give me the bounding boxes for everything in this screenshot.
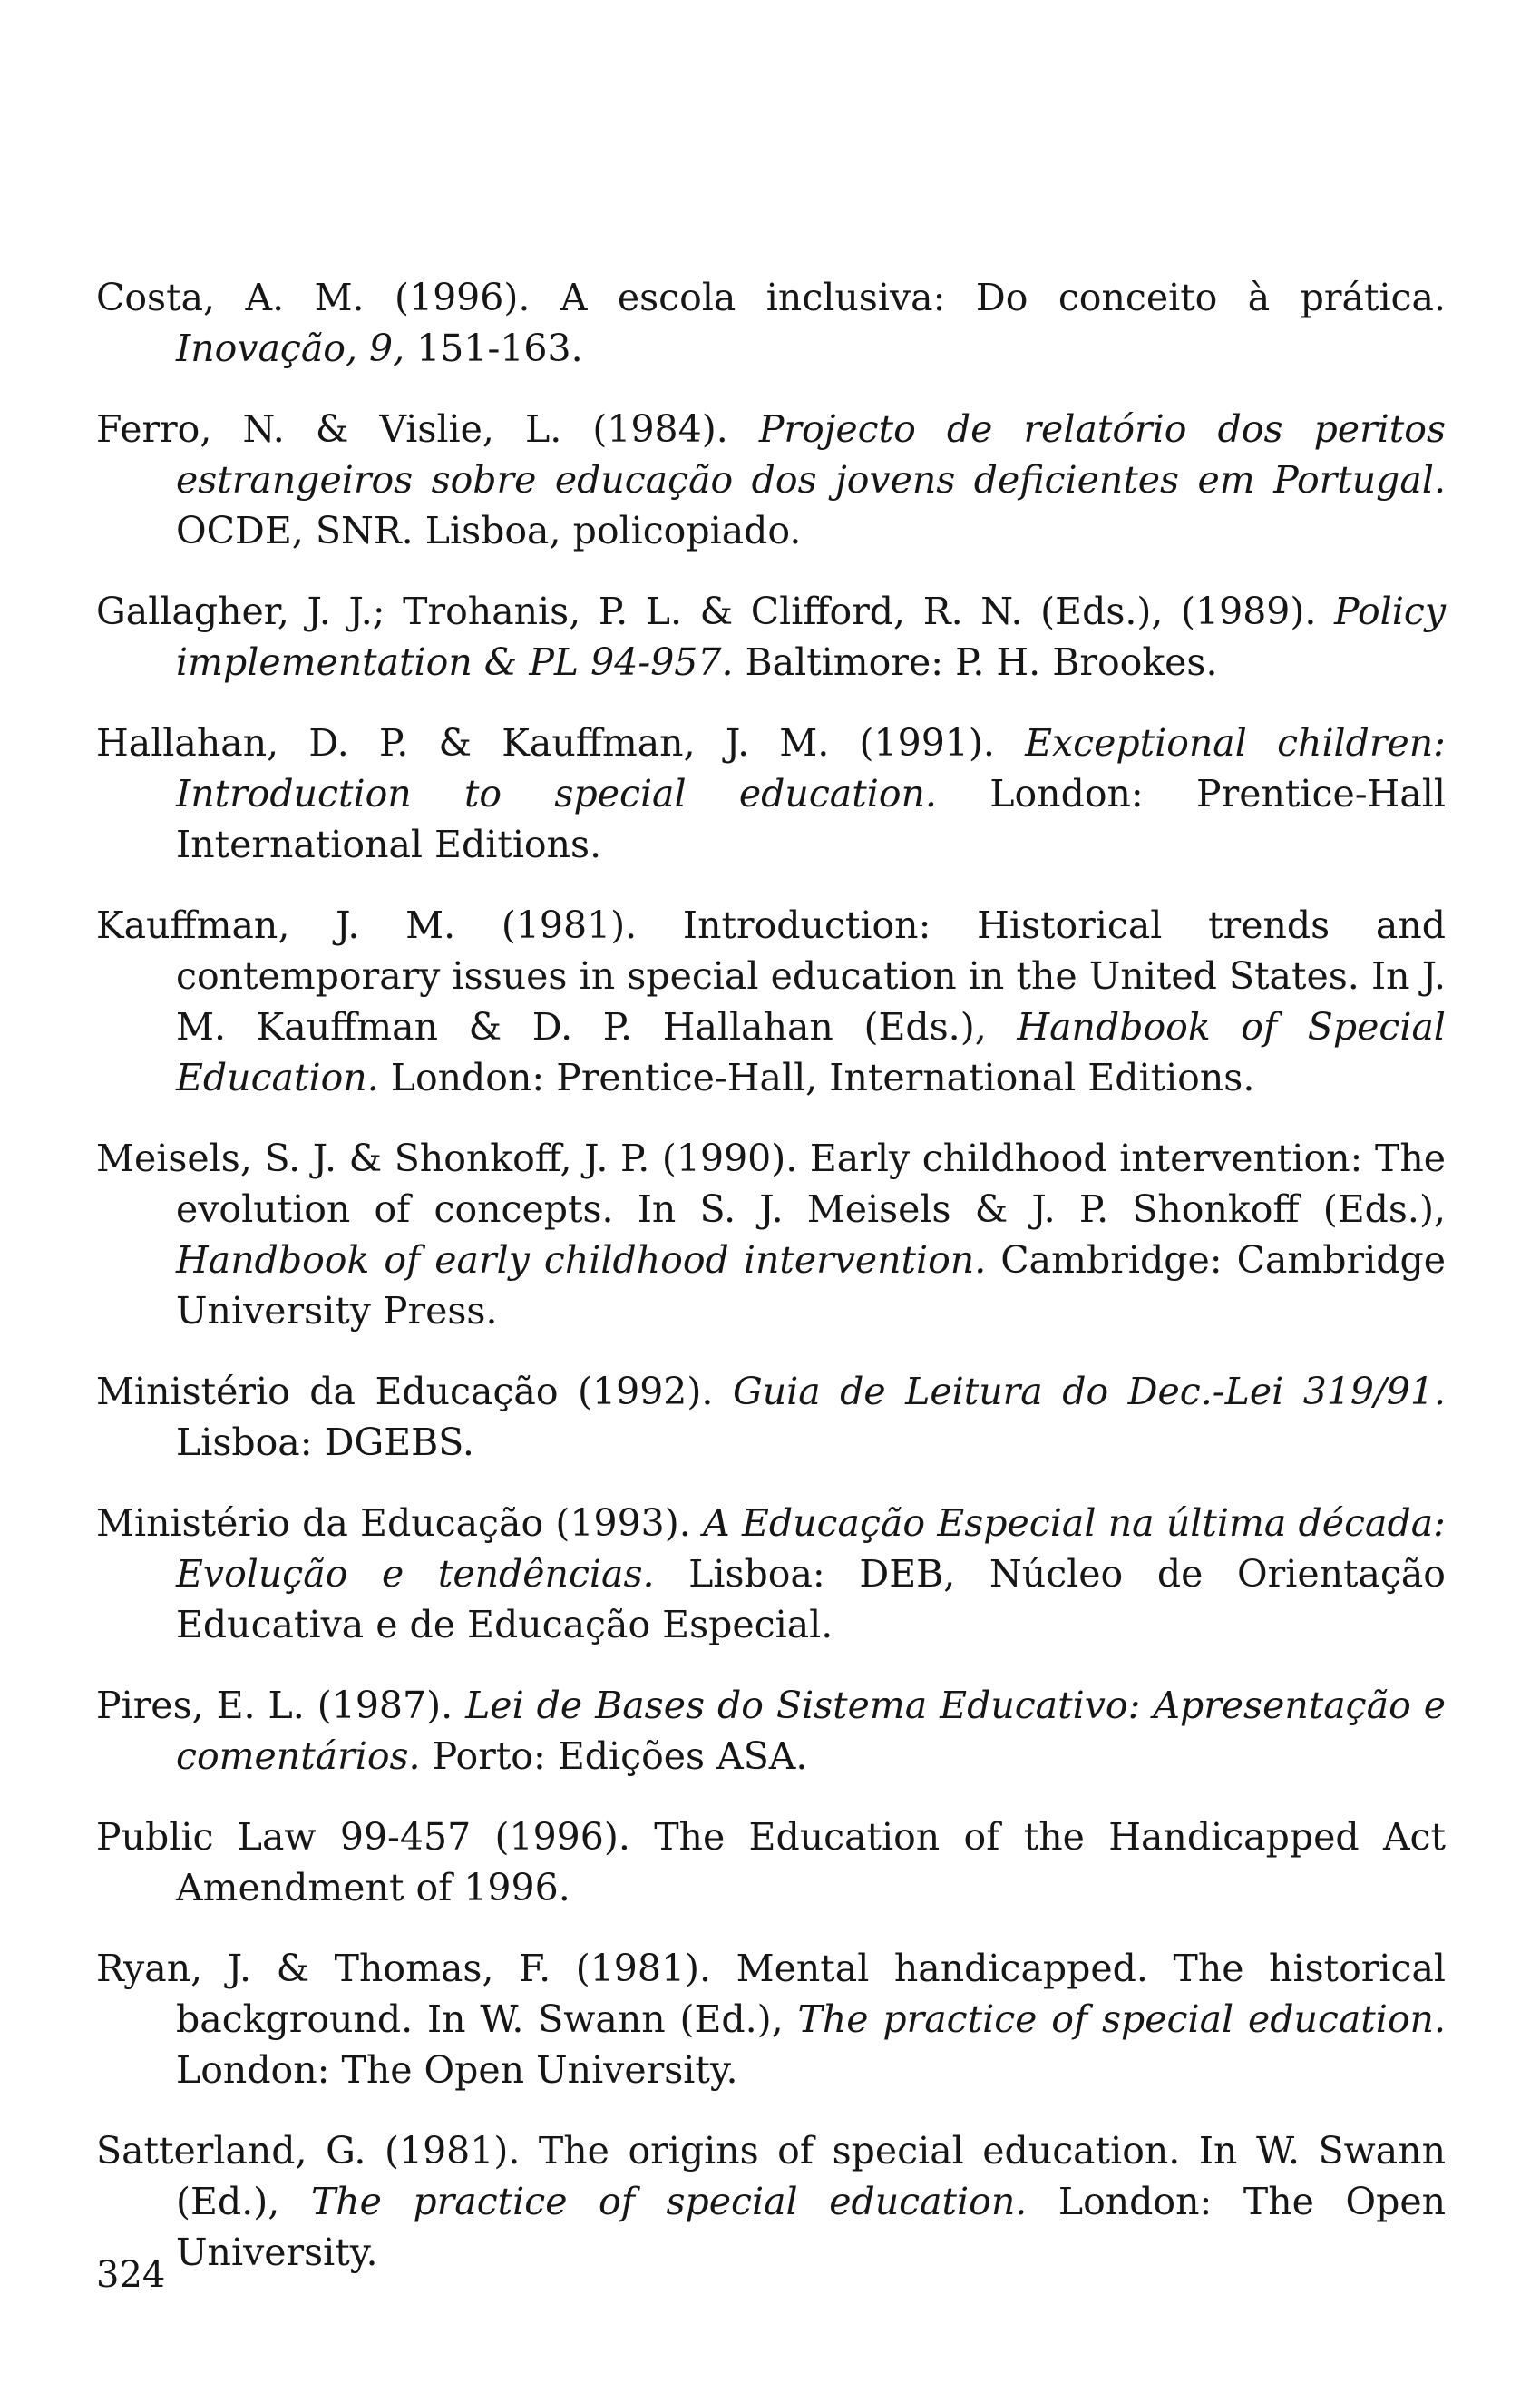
reference-entry <box>96 1133 1446 1336</box>
reference-title: The practice of special education. <box>797 1997 1446 2041</box>
reference-text: Pires, E. L. (1987). <box>96 1684 466 1727</box>
reference-text: 151-163. <box>404 327 583 370</box>
reference-text: Baltimore: P. H. Brookes. <box>733 640 1218 684</box>
reference-text: Ferro, N. & Vislie, L. (1984). <box>96 407 759 451</box>
reference-entry <box>96 1811 1446 1913</box>
reference-text: London: The Open University. <box>176 2048 738 2092</box>
reference-entry <box>96 272 1446 374</box>
reference-text: Hallahan, D. P. & Kauffman, J. M. (1991). <box>96 721 1026 765</box>
reference-title: A Educação Especial na última década: Evolução e tendências. <box>176 1501 1446 1596</box>
reference-entry <box>96 1943 1446 2095</box>
reference-text: Ministério da Educação (1992). <box>96 1370 733 1413</box>
reference-entry <box>96 1498 1446 1650</box>
reference-title: Policy implementation & PL 94-957. <box>176 590 1446 684</box>
reference-list <box>96 272 1446 2308</box>
page-number: 324 <box>96 2254 166 2296</box>
reference-text: Meisels, S. J. & Shonkoff, J. P. (1990). Early childhood intervention: The evolution of concepts. In S. J. Meisels & J. P. Shonkoff (Eds.), <box>96 1137 1446 1231</box>
reference-text: London: The Open University. <box>176 2180 1446 2274</box>
reference-text: Kauffman, J. M. (1981). Introduction: Historical trends and contemporary issues in special education in the United States. In J. M. Kauffman & D. P. Hallahan (Eds.), <box>96 903 1446 1049</box>
reference-text: Satterland, G. (1981). The origins of special education. In W. Swann (Ed.), <box>96 2129 1446 2223</box>
reference-text: OCDE, SNR. Lisboa, policopiado. <box>176 509 802 552</box>
reference-title: Handbook of Special Education. <box>176 1005 1446 1099</box>
reference-text: Ryan, J. & Thomas, F. (1981). Mental handicapped. The historical background. In W. Swann (Ed.), <box>96 1947 1446 2041</box>
reference-title: Exceptional children: Introduction to special education. <box>176 721 1446 815</box>
reference-title: Handbook of early childhood intervention. <box>176 1238 987 1282</box>
reference-title: Inovação, 9, <box>176 327 405 370</box>
reference-text: Public Law 99-457 (1996). The Education of the Handicapped Act Amendment of 1996. <box>96 1815 1446 1909</box>
reference-entry <box>96 1366 1446 1468</box>
reference-text: Costa, A. M. (1996). A escola inclusiva: Do conceito à prática. <box>96 276 1446 319</box>
reference-title: Lei de Bases do Sistema Educativo: Apresentação e comentários. <box>176 1684 1446 1778</box>
reference-text: Lisboa: DEB, Núcleo de Orientação Educativa e de Educação Especial. <box>176 1552 1446 1646</box>
reference-text: Lisboa: DGEBS. <box>176 1421 474 1464</box>
reference-entry <box>96 718 1446 870</box>
reference-entry <box>96 1680 1446 1782</box>
reference-entry <box>96 586 1446 688</box>
reference-text: Gallagher, J. J.; Trohanis, P. L. & Clifford, R. N. (Eds.), (1989). <box>96 590 1335 633</box>
reference-text: London: Prentice-Hall International Editions. <box>176 772 1446 866</box>
reference-text: London: Prentice-Hall, International Editions. <box>378 1056 1255 1099</box>
reference-text: Cambridge: Cambridge University Press. <box>176 1238 1446 1333</box>
reference-title: Projecto de relatório dos peritos estrangeiros sobre educação dos jovens deficientes em Portugal. <box>176 407 1446 502</box>
reference-entry <box>96 404 1446 556</box>
reference-entry <box>96 2125 1446 2278</box>
reference-title: Guia de Leitura do Dec.-Lei 319/91. <box>732 1370 1446 1413</box>
reference-text: Porto: Edições ASA. <box>420 1734 808 1778</box>
reference-entry <box>96 900 1446 1103</box>
reference-title: The practice of special education. <box>310 2180 1028 2223</box>
reference-text: Ministério da Educação (1993). <box>96 1501 704 1545</box>
